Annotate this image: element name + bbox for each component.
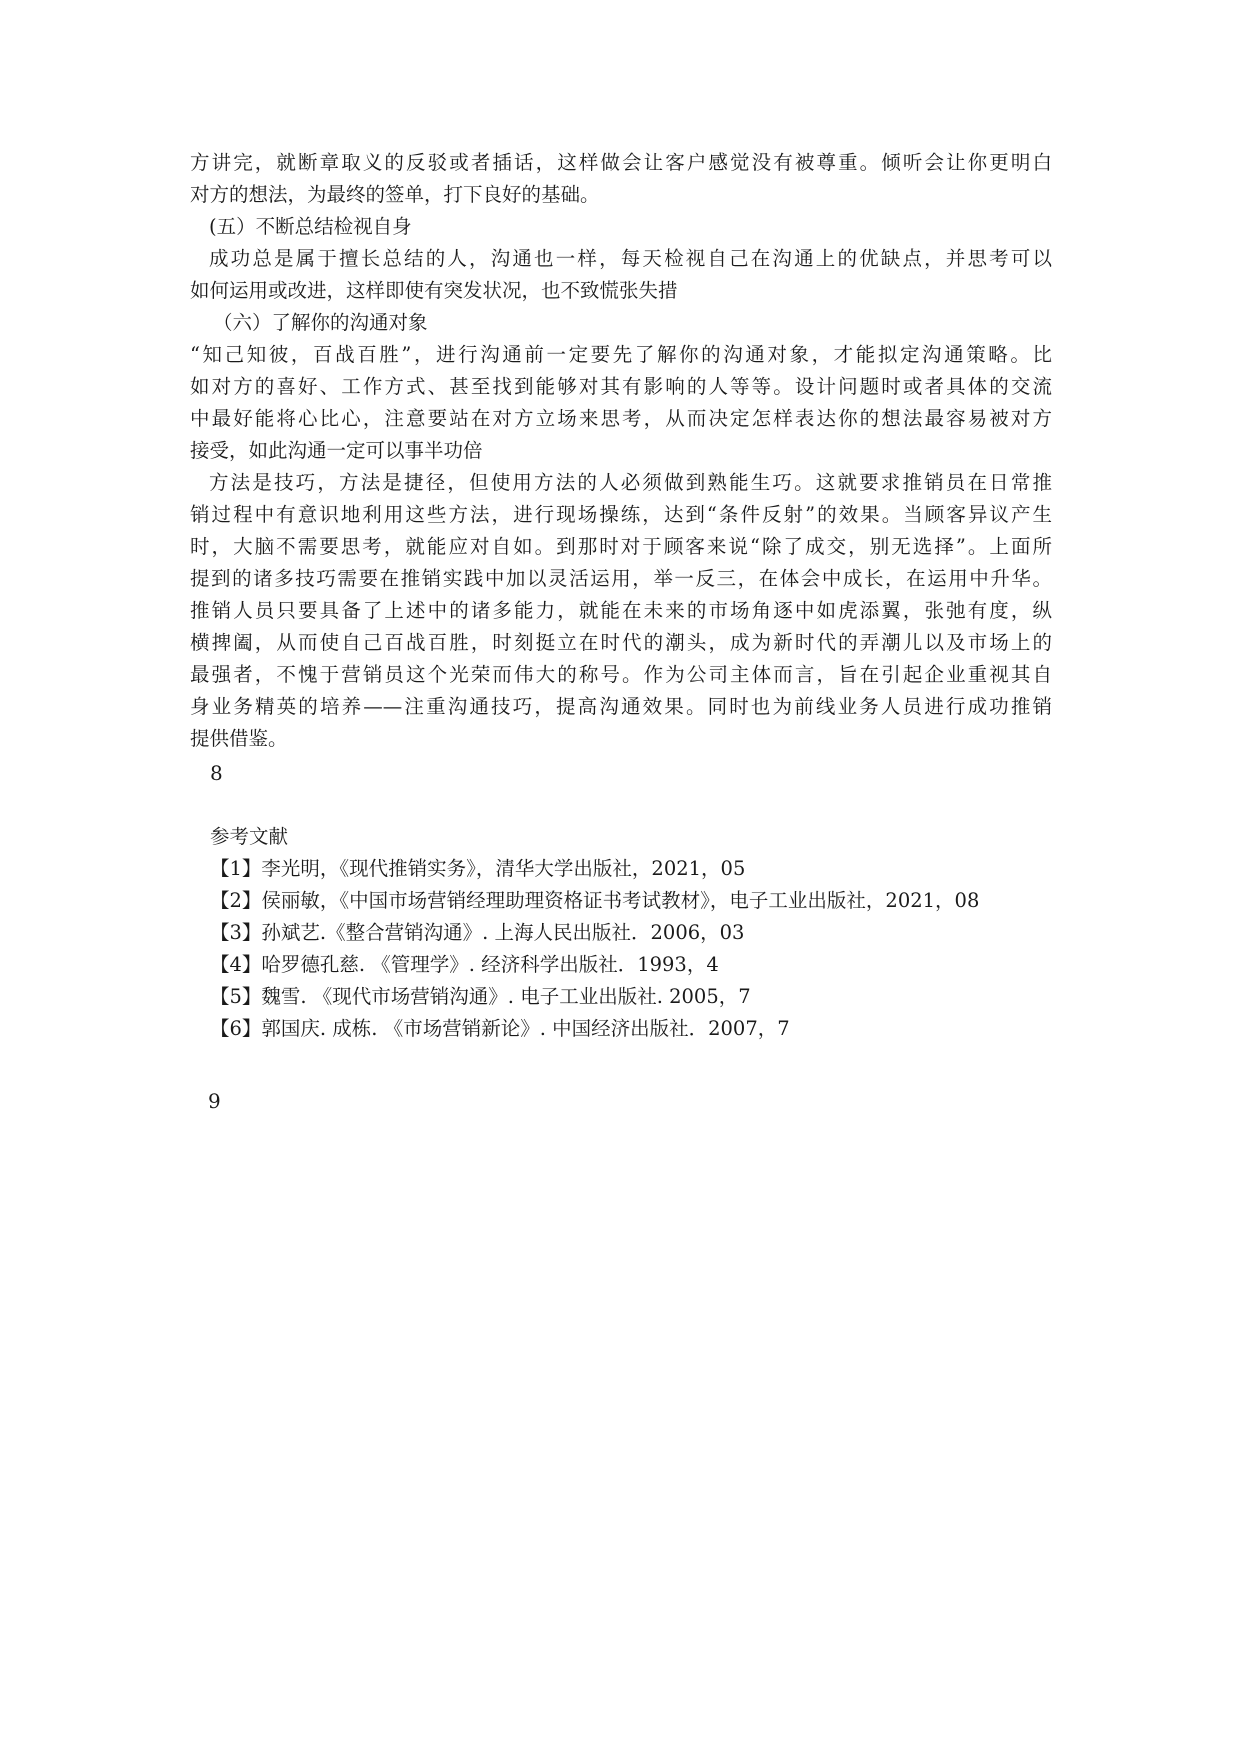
paragraph-line: 推销人员只要具备了上述中的诸多能力，就能在未来的市场角逐中如虎添翼，张弛有度，纵	[190, 599, 1052, 622]
paragraph-line: “知己知彼，百战百胜”，进行沟通前一定要先了解你的沟通对象，才能拟定沟通策略。比	[190, 343, 1052, 366]
page-number: 8	[210, 761, 223, 785]
paragraph-line: 接受，如此沟通一定可以事半功倍	[190, 439, 483, 462]
reference-item: 【4】哈罗德孔慈. 《管理学》. 经济科学出版社．1993，4	[210, 953, 719, 976]
section-heading: （六）了解你的沟通对象	[213, 311, 428, 334]
references-title: 参考文献	[210, 825, 289, 848]
paragraph-line: 中最好能将心比心，注意要站在对方立场来思考，从而决定怎样表达你的想法最容易被对方	[190, 407, 1052, 430]
page-number: 9	[208, 1089, 221, 1113]
paragraph-line: 如何运用或改进，这样即使有突发状况，也不致慌张失措	[190, 279, 678, 302]
section-heading: (五）不断总结检视自身	[209, 215, 412, 238]
paragraph-line: 方讲完，就断章取义的反驳或者插话，这样做会让客户感觉没有被尊重。倾听会让你更明白	[190, 151, 1052, 174]
page-content	[190, 147, 1052, 1117]
reference-item: 【6】郭国庆. 成栋. 《市场营销新论》. 中国经济出版社．2007，7	[210, 1017, 790, 1040]
paragraph-line: 如对方的喜好、工作方式、甚至找到能够对其有影响的人等等。设计问题时或者具体的交流	[190, 375, 1052, 398]
paragraph-line: 身业务精英的培养——注重沟通技巧，提高沟通效果。同时也为前线业务人员进行成功推销	[190, 695, 1052, 718]
paragraph-line: 时，大脑不需要思考，就能应对自如。到那时对于顾客来说“除了成交，别无选择”。上面所	[190, 535, 1052, 558]
paragraph-line: 销过程中有意识地利用这些方法，进行现场操练，达到“条件反射”的效果。当顾客异议产生	[190, 503, 1052, 526]
paragraph-line: 提到的诸多技巧需要在推销实践中加以灵活运用，举一反三，在体会中成长，在运用中升华。	[190, 567, 1052, 590]
reference-item: 【3】孙斌艺.《整合营销沟通》. 上海人民出版社．2006，03	[210, 921, 745, 944]
paragraph-line: 方法是技巧，方法是捷径，但使用方法的人必须做到熟能生巧。这就要求推销员在日常推	[209, 471, 1052, 494]
paragraph-line: 横捭阖，从而使自己百战百胜，时刻挺立在时代的潮头，成为新时代的弄潮儿以及市场上的	[190, 631, 1052, 654]
reference-item: 【5】魏雪. 《现代市场营销沟通》. 电子工业出版社. 2005，7	[210, 985, 751, 1008]
paragraph-line: 最强者，不愧于营销员这个光荣而伟大的称号。作为公司主体而言，旨在引起企业重视其自	[190, 663, 1052, 686]
paragraph-line: 对方的想法，为最终的签单，打下良好的基础。	[190, 183, 600, 206]
reference-item: 【2】侯丽敏，《中国市场营销经理助理资格证书考试教材》，电子工业出版社，2021，08	[210, 889, 980, 912]
paragraph-line: 提供借鉴。	[190, 727, 288, 750]
reference-item: 【1】李光明，《现代推销实务》，清华大学出版社，2021，05	[210, 857, 746, 880]
paragraph-line: 成功总是属于擅长总结的人，沟通也一样，每天检视自己在沟通上的优缺点，并思考可以	[209, 247, 1052, 270]
